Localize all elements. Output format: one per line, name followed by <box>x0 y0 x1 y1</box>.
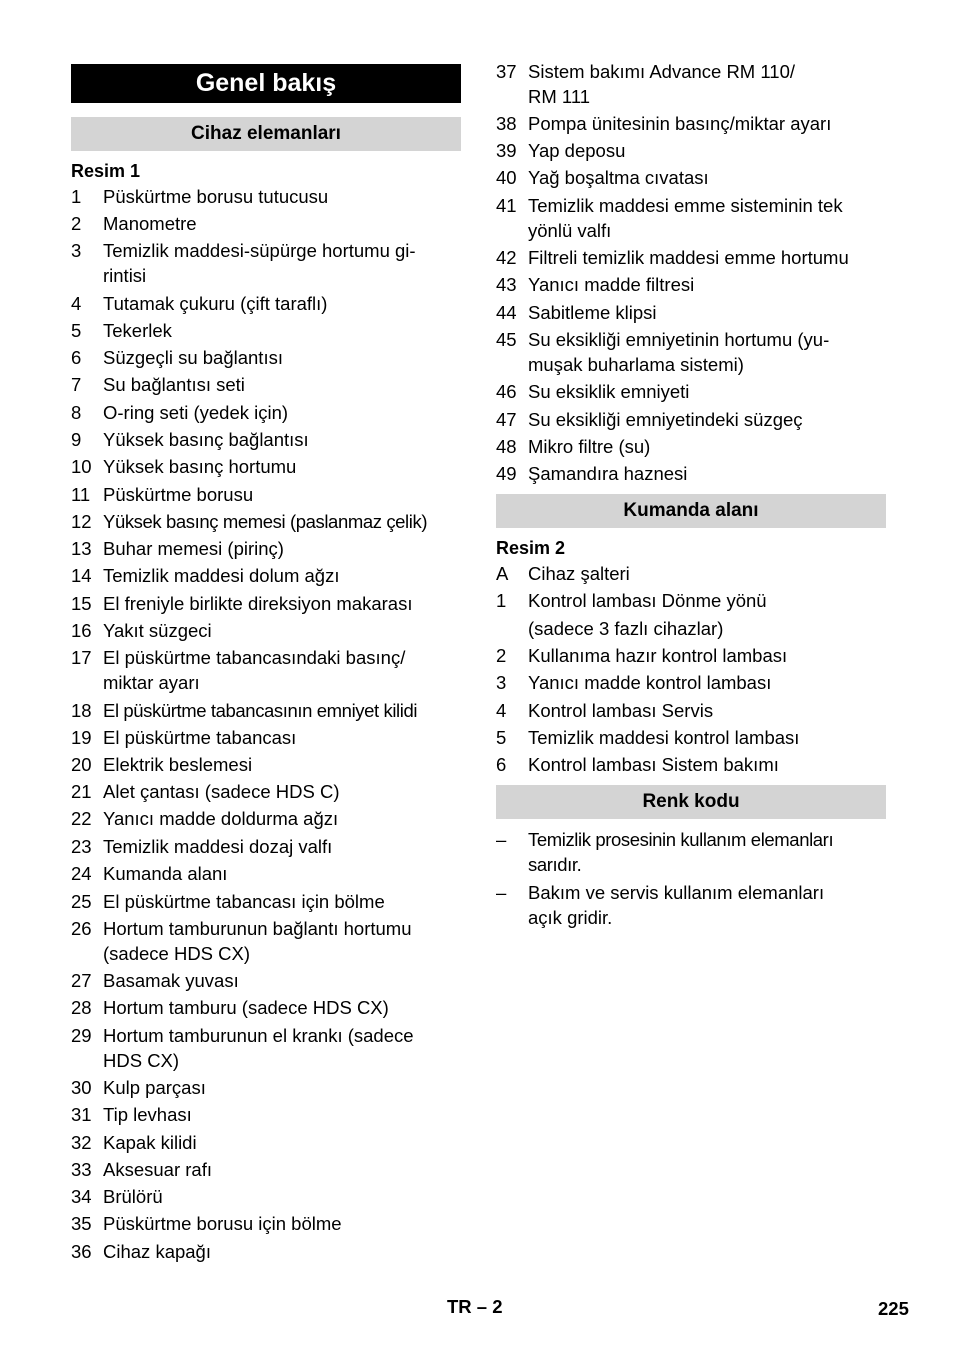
item-text: Temizlik maddesi kontrol lambası <box>528 727 800 748</box>
item-number: A <box>496 563 509 584</box>
list-item <box>71 779 461 804</box>
item-number: 9 <box>71 429 82 450</box>
list-item <box>71 1130 461 1155</box>
list-item <box>71 238 461 288</box>
page-number: 225 <box>878 1298 909 1319</box>
item-number: 47 <box>496 409 517 430</box>
item-number: 20 <box>71 754 92 775</box>
item-number: 27 <box>71 970 92 991</box>
list-item <box>71 1102 461 1127</box>
item-number: 42 <box>496 247 517 268</box>
figure-label: Resim 1 <box>71 161 141 181</box>
list-item <box>71 291 461 316</box>
list-item <box>71 345 461 370</box>
list-item <box>71 454 461 479</box>
list-item <box>496 880 886 930</box>
item-text: Yakıt süzgeci <box>103 620 212 641</box>
list-item <box>71 482 461 507</box>
item-number: 25 <box>71 891 92 912</box>
footer-section-label: TR – 2 <box>447 1296 503 1317</box>
list-item <box>71 1184 461 1209</box>
list-item <box>71 427 461 452</box>
item-text: Kullanıma hazır kontrol lambası <box>528 645 788 666</box>
item-text: Yüksek basınç hortumu <box>103 456 297 477</box>
item-text: Sabitleme klipsi <box>528 302 657 323</box>
item-text: Püskürtme borusu için bölme <box>103 1213 342 1234</box>
item-text: Tekerlek <box>103 320 172 341</box>
item-text: Hortum tamburu (sadece HDS CX) <box>103 997 389 1018</box>
list-item <box>496 300 886 325</box>
item-number: 16 <box>71 620 92 641</box>
item-number: 45 <box>496 329 517 350</box>
item-number: 36 <box>71 1241 92 1262</box>
list-item <box>71 1239 461 1264</box>
item-text: El freniyle birlikte direksiyon makarası <box>103 593 413 614</box>
item-text: Pompa ünitesinin basınç/miktar ayarı <box>528 113 832 134</box>
list-item <box>496 138 886 163</box>
list-item <box>496 165 886 190</box>
list-item <box>71 618 461 643</box>
item-number: 3 <box>496 672 507 693</box>
item-text: Bakım ve servis kullanım elemanları açık gridir. <box>528 882 825 928</box>
list-item <box>496 245 886 270</box>
item-text: Buhar memesi (pirinç) <box>103 538 284 559</box>
item-text: Su eksikliği emniyetindeki süzgeç <box>528 409 803 430</box>
list-item <box>71 698 461 723</box>
list-item <box>71 400 461 425</box>
item-text: Su eksiklik emniyeti <box>528 381 690 402</box>
item-number: 39 <box>496 140 517 161</box>
item-text: Tutamak çukuru (çift taraflı) <box>103 293 328 314</box>
item-text: Püskürtme borusu tutucusu <box>103 186 329 207</box>
item-text: Elektrik beslemesi <box>103 754 253 775</box>
list-item <box>496 327 886 377</box>
item-text: O-ring seti (yedek için) <box>103 402 289 423</box>
list-item <box>496 752 886 777</box>
item-text: Yağ boşaltma cıvatası <box>528 167 709 188</box>
item-number: 28 <box>71 997 92 1018</box>
item-text: Cihaz şalteri <box>528 563 630 584</box>
list-item <box>496 193 886 243</box>
list-item <box>496 698 886 723</box>
list-item <box>496 725 886 750</box>
item-text: Temizlik prosesinin kullanım elemanları sarıdır. <box>528 829 834 875</box>
item-number: 2 <box>71 213 82 234</box>
item-text: Brülörü <box>103 1186 163 1207</box>
item-number: 49 <box>496 463 517 484</box>
item-text: Hortum tamburunun bağlantı hortumu (sadece HDS CX) <box>103 918 412 964</box>
list-item <box>71 725 461 750</box>
list-item <box>71 372 461 397</box>
item-text: Sistem bakımı Advance RM 110/ RM 111 <box>528 61 795 107</box>
item-number: 13 <box>71 538 92 559</box>
item-number: 40 <box>496 167 517 188</box>
item-number <box>496 616 528 641</box>
list-item <box>71 509 461 534</box>
item-text: Basamak yuvası <box>103 970 239 991</box>
item-number: 32 <box>71 1132 92 1153</box>
list-item <box>496 561 886 586</box>
list-item <box>496 434 886 459</box>
list-item <box>71 806 461 831</box>
item-text: El püskürtme tabancası <box>103 727 297 748</box>
list-item <box>71 536 461 561</box>
list-item <box>71 318 461 343</box>
section-heading-color-code: Renk kodu <box>496 785 886 819</box>
item-number: 29 <box>71 1025 92 1046</box>
item-number: 33 <box>71 1159 92 1180</box>
item-text: El püskürtme tabancasının emniyet kilidi <box>103 700 418 721</box>
item-text: Kapak kilidi <box>103 1132 197 1153</box>
item-number: 30 <box>71 1077 92 1098</box>
item-text: El püskürtme tabancasındaki basınç/ miktar ayarı <box>103 647 406 693</box>
item-number: 6 <box>496 754 507 775</box>
item-number: 18 <box>71 700 92 721</box>
list-item <box>496 111 886 136</box>
item-number: 44 <box>496 302 517 323</box>
item-text: Kumanda alanı <box>103 863 228 884</box>
item-number: 11 <box>71 484 91 505</box>
item-number: 5 <box>71 320 82 341</box>
item-number: 8 <box>71 402 82 423</box>
list-item <box>496 616 886 641</box>
item-number: 26 <box>71 918 92 939</box>
list-item <box>496 379 886 404</box>
item-number: 17 <box>71 647 92 668</box>
item-number: 46 <box>496 381 517 402</box>
item-text: Aksesuar rafı <box>103 1159 212 1180</box>
item-text: Hortum tamburunun el krankı (sadece HDS CX) <box>103 1025 414 1071</box>
list-item <box>496 670 886 695</box>
item-text: Tip levhası <box>103 1104 192 1125</box>
item-text: Temizlik maddesi dolum ağzı <box>103 565 340 586</box>
item-text: Süzgeçli su bağlantısı <box>103 347 283 368</box>
item-number: 37 <box>496 61 517 82</box>
item-number: – <box>496 882 507 903</box>
item-number: 43 <box>496 274 517 295</box>
item-number: 10 <box>71 456 92 477</box>
item-number: 48 <box>496 436 517 457</box>
item-number: 1 <box>71 186 82 207</box>
item-number: 24 <box>71 863 92 884</box>
page-title: Genel bakış <box>71 64 461 103</box>
item-number: 3 <box>71 240 82 261</box>
item-text: Yap deposu <box>528 140 626 161</box>
list-item <box>71 889 461 914</box>
list-item <box>496 407 886 432</box>
item-number: 2 <box>496 645 507 666</box>
item-text: (sadece 3 fazlı cihazlar) <box>528 618 724 639</box>
list-item <box>71 916 461 966</box>
item-number: 38 <box>496 113 517 134</box>
list-item <box>496 59 886 109</box>
item-number: 15 <box>71 593 92 614</box>
item-text: Kontrol lambası Dönme yönü <box>528 590 767 611</box>
item-text: Yüksek basınç bağlantısı <box>103 429 309 450</box>
list-item <box>71 1211 461 1236</box>
list-item <box>71 834 461 859</box>
item-text: Temizlik maddesi-süpürge hortumu gi- rintisi <box>103 240 416 286</box>
item-text: Yanıcı madde kontrol lambası <box>528 672 772 693</box>
item-number: 34 <box>71 1186 92 1207</box>
item-number: 19 <box>71 727 92 748</box>
item-number: 14 <box>71 565 92 586</box>
figure-label: Resim 2 <box>496 538 566 558</box>
item-text: Kontrol lambası Sistem bakımı <box>528 754 779 775</box>
list-item <box>71 752 461 777</box>
item-text: Temizlik maddesi dozaj valfı <box>103 836 333 857</box>
list-item <box>496 272 886 297</box>
item-text: Kontrol lambası Servis <box>528 700 714 721</box>
list-item <box>71 211 461 236</box>
list-item <box>496 588 886 613</box>
list-item <box>496 461 886 486</box>
item-text: Alet çantası (sadece HDS C) <box>103 781 340 802</box>
list-item <box>71 1157 461 1182</box>
list-item <box>71 1075 461 1100</box>
item-number: 6 <box>71 347 82 368</box>
list-item <box>71 1023 461 1073</box>
list-item <box>496 643 886 668</box>
item-number: 5 <box>496 727 507 748</box>
item-text: Filtreli temizlik maddesi emme hortumu <box>528 247 849 268</box>
item-text: Kulp parçası <box>103 1077 206 1098</box>
item-number: 22 <box>71 808 92 829</box>
list-item <box>71 995 461 1020</box>
item-number: 1 <box>496 590 507 611</box>
item-number: 23 <box>71 836 92 857</box>
item-text: El püskürtme tabancası için bölme <box>103 891 385 912</box>
list-item <box>71 861 461 886</box>
item-text: Temizlik maddesi emme sisteminin tek yönlü valfı <box>528 195 843 241</box>
section-heading-control-panel: Kumanda alanı <box>496 494 886 528</box>
item-number: 31 <box>71 1104 92 1125</box>
item-text: Şamandıra haznesi <box>528 463 688 484</box>
item-number: – <box>496 829 507 850</box>
item-text: Yanıcı madde filtresi <box>528 274 695 295</box>
item-text: Yanıcı madde doldurma ağzı <box>103 808 339 829</box>
item-text: Manometre <box>103 213 197 234</box>
item-text: Püskürtme borusu <box>103 484 254 505</box>
item-text: Yüksek basınç memesi (paslanmaz çelik) <box>103 511 428 532</box>
list-item <box>71 184 461 209</box>
item-number: 41 <box>496 195 517 216</box>
item-text: Su eksikliği emniyetinin hortumu (yu- muşak buharlama sistemi) <box>528 329 830 375</box>
item-number: 35 <box>71 1213 92 1234</box>
item-number: 4 <box>71 293 82 314</box>
item-number: 4 <box>496 700 507 721</box>
item-number: 12 <box>71 511 92 532</box>
item-number: 21 <box>71 781 92 802</box>
item-text: Mikro filtre (su) <box>528 436 651 457</box>
item-text: Su bağlantısı seti <box>103 374 245 395</box>
list-item <box>71 563 461 588</box>
item-number: 7 <box>71 374 82 395</box>
list-item <box>71 968 461 993</box>
section-heading-device-elements: Cihaz elemanları <box>71 117 461 151</box>
list-item <box>71 645 461 695</box>
item-text: Cihaz kapağı <box>103 1241 211 1262</box>
list-item <box>496 827 886 877</box>
list-item <box>71 591 461 616</box>
